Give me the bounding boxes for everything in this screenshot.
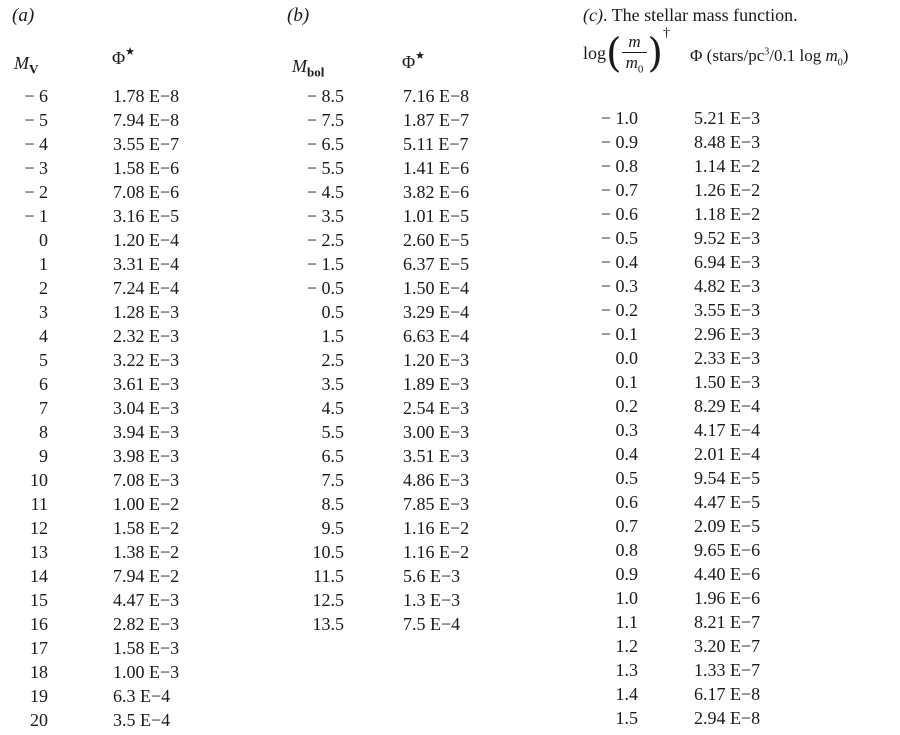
row-phi-value: 2.33 E−3 — [694, 348, 761, 368]
row-phi-value: 1.41 E−6 — [403, 158, 470, 178]
table-row — [0, 394, 895, 418]
row-phi-value: 2.09 E−5 — [694, 516, 761, 536]
row-phi-value: 4.47 E−5 — [694, 492, 761, 512]
table-row — [0, 610, 895, 634]
row-magnitude: 6.5 — [321, 446, 344, 466]
fraction-denominator — [622, 53, 648, 75]
row-magnitude: 6 — [39, 374, 48, 394]
row-magnitude: 12 — [30, 518, 48, 538]
panel-c-title — [583, 6, 798, 24]
panel-b-mag-header — [292, 57, 324, 79]
row-phi-value: 1.58 E−6 — [113, 158, 180, 178]
row-phi-value: 6.3 E−4 — [113, 686, 171, 706]
row-phi-value: 7.94 E−8 — [113, 110, 180, 130]
row-magnitude: 2.5 — [321, 350, 344, 370]
row-magnitude: 4 — [39, 326, 48, 346]
panel-a-label: (a) — [12, 5, 35, 26]
phi-units-close: ) — [842, 46, 849, 65]
table-row — [0, 706, 895, 730]
row-phi-value: 3.55 E−7 — [113, 134, 180, 154]
row-magnitude: − 8.5 — [306, 86, 344, 106]
row-magnitude: 11.5 — [313, 566, 344, 586]
row-magnitude: − 2.5 — [306, 230, 344, 250]
row-phi-value: 9.54 E−5 — [694, 468, 761, 488]
row-magnitude: 1.4 — [615, 684, 638, 704]
panel-c-log-header — [583, 25, 671, 77]
row-magnitude: 13.5 — [312, 614, 344, 634]
row-phi-value: 8.48 E−3 — [694, 132, 761, 152]
row-magnitude: 4.5 — [321, 398, 344, 418]
row-magnitude: 1.0 — [615, 588, 638, 608]
row-magnitude: − 0.5 — [306, 278, 344, 298]
row-magnitude: − 2 — [24, 182, 48, 202]
row-phi-value: 4.82 E−3 — [694, 276, 761, 296]
row-magnitude: 0.2 — [615, 396, 638, 416]
row-magnitude: − 7.5 — [306, 110, 344, 130]
row-phi-value: 1.89 E−3 — [403, 374, 470, 394]
row-phi-value: 3.00 E−3 — [403, 422, 470, 442]
row-phi-value: 3.61 E−3 — [113, 374, 180, 394]
row-magnitude: 0.8 — [615, 540, 638, 560]
row-phi-value: 1.87 E−7 — [403, 110, 470, 130]
table-row — [0, 178, 895, 202]
row-phi-value: 1.20 E−3 — [403, 350, 470, 370]
row-phi-value: 3.98 E−3 — [113, 446, 180, 466]
row-phi-value: 6.94 E−3 — [694, 252, 761, 272]
row-phi-value: 6.37 E−5 — [403, 254, 470, 274]
row-magnitude: 17 — [30, 638, 48, 658]
table-row — [0, 250, 895, 274]
row-magnitude: 8 — [39, 422, 48, 442]
table-row — [0, 226, 895, 250]
row-phi-value: 8.21 E−7 — [694, 612, 761, 632]
row-magnitude: 10.5 — [312, 542, 344, 562]
table-row — [0, 586, 895, 610]
row-phi-value: 7.24 E−4 — [113, 278, 180, 298]
phi-units-m: m — [825, 46, 838, 65]
row-phi-value: 3.94 E−3 — [113, 422, 180, 442]
row-magnitude: 1.1 — [615, 612, 638, 632]
row-phi-value: 1.00 E−3 — [113, 662, 180, 682]
panel-b-label: (b) — [287, 5, 310, 26]
row-magnitude: − 6.5 — [306, 134, 344, 154]
row-magnitude: − 0.2 — [600, 300, 638, 320]
row-magnitude: − 0.3 — [600, 276, 638, 296]
row-magnitude: 1.5 — [615, 708, 638, 728]
table-row — [0, 682, 895, 706]
row-phi-value: 6.17 E−8 — [694, 684, 761, 704]
row-magnitude: 16 — [30, 614, 48, 634]
row-phi-value: 3.16 E−5 — [113, 206, 180, 226]
row-magnitude: 0.9 — [615, 564, 638, 584]
row-phi-value: 1.38 E−2 — [113, 542, 180, 562]
dagger-mark: † — [663, 25, 671, 41]
row-phi-value: 2.60 E−5 — [403, 230, 470, 250]
row-magnitude: − 4.5 — [306, 182, 344, 202]
table-row — [0, 562, 895, 586]
row-magnitude: − 1.5 — [306, 254, 344, 274]
table-row — [0, 322, 895, 346]
row-magnitude: 20 — [30, 710, 48, 730]
row-phi-value: 1.58 E−3 — [113, 638, 180, 658]
row-magnitude: − 0.8 — [600, 156, 638, 176]
row-phi-value: 7.5 E−4 — [403, 614, 461, 634]
phi-units-msub: 0 — [837, 57, 843, 69]
mag-symbol: M — [292, 56, 307, 76]
row-phi-value: 6.63 E−4 — [403, 326, 470, 346]
row-magnitude: 12.5 — [312, 590, 344, 610]
row-phi-value: 8.29 E−4 — [694, 396, 761, 416]
row-phi-value: 7.85 E−3 — [403, 494, 470, 514]
row-phi-value: 3.55 E−3 — [694, 300, 761, 320]
row-phi-value: 2.82 E−3 — [113, 614, 180, 634]
phi-symbol: Φ — [112, 48, 126, 68]
table-row — [0, 202, 895, 226]
row-phi-value: 7.08 E−6 — [113, 182, 180, 202]
row-magnitude: − 3 — [24, 158, 48, 178]
mag-subscript: bol — [307, 64, 325, 80]
table-row — [0, 490, 895, 514]
row-magnitude: − 0.4 — [600, 252, 638, 272]
row-magnitude: 18 — [30, 662, 48, 682]
mag-symbol: M — [14, 53, 29, 73]
phi-units-rest: /0.1 log — [769, 46, 826, 65]
row-phi-value: 1.50 E−3 — [694, 372, 761, 392]
row-magnitude: 9 — [39, 446, 48, 466]
row-magnitude: 3.5 — [321, 374, 344, 394]
row-phi-value: 1.96 E−6 — [694, 588, 761, 608]
row-phi-value: 4.86 E−3 — [403, 470, 470, 490]
row-phi-value: 3.51 E−3 — [403, 446, 470, 466]
panel-c-label: (c) — [583, 5, 603, 25]
table-row — [0, 274, 895, 298]
left-paren: ( — [606, 30, 622, 77]
row-magnitude: 13 — [30, 542, 48, 562]
row-magnitude: 0.4 — [615, 444, 638, 464]
panel-a-phi-header — [112, 46, 136, 68]
row-phi-value: 3.5 E−4 — [113, 710, 171, 730]
table-row — [0, 106, 895, 130]
row-magnitude: 5.5 — [321, 422, 344, 442]
row-magnitude: − 4 — [24, 134, 48, 154]
row-phi-value: 1.28 E−3 — [113, 302, 180, 322]
row-magnitude: 0.5 — [321, 302, 344, 322]
table-row — [0, 130, 895, 154]
row-magnitude: 15 — [30, 590, 48, 610]
row-phi-value: 7.94 E−2 — [113, 566, 180, 586]
table-row — [0, 370, 895, 394]
row-phi-value: 7.16 E−8 — [403, 86, 470, 106]
panel-a-mag-header — [14, 54, 38, 76]
row-magnitude: 0.3 — [615, 420, 638, 440]
row-phi-value: 9.52 E−3 — [694, 228, 761, 248]
row-magnitude: − 3.5 — [306, 206, 344, 226]
row-phi-value: 4.47 E−3 — [113, 590, 180, 610]
row-magnitude: 14 — [30, 566, 48, 586]
table-row — [0, 154, 895, 178]
row-phi-value: 3.04 E−3 — [113, 398, 180, 418]
row-phi-value: 1.20 E−4 — [113, 230, 180, 250]
row-phi-value: 3.20 E−7 — [694, 636, 761, 656]
row-phi-value: 3.22 E−3 — [113, 350, 180, 370]
fraction-numerator: m — [622, 32, 648, 53]
row-phi-value: 1.33 E−7 — [694, 660, 761, 680]
row-magnitude: − 0.1 — [600, 324, 638, 344]
table-row — [0, 418, 895, 442]
row-magnitude: 5 — [39, 350, 48, 370]
row-phi-value: 1.16 E−2 — [403, 518, 470, 538]
table-row — [0, 466, 895, 490]
row-magnitude: − 6 — [24, 86, 48, 106]
row-magnitude: − 1.0 — [600, 108, 638, 128]
row-phi-value: 3.82 E−6 — [403, 182, 470, 202]
row-magnitude: − 5 — [24, 110, 48, 130]
table-row — [0, 634, 895, 658]
table-row — [0, 298, 895, 322]
mag-subscript: V — [29, 61, 39, 77]
panel-c-phi-header — [690, 47, 848, 68]
row-magnitude: 7.5 — [321, 470, 344, 490]
row-magnitude: 0.0 — [615, 348, 638, 368]
row-magnitude: 19 — [30, 686, 48, 706]
row-phi-value: 2.32 E−3 — [113, 326, 180, 346]
row-phi-value: 4.17 E−4 — [694, 420, 761, 440]
table-row — [0, 514, 895, 538]
row-magnitude: 0 — [39, 230, 48, 250]
row-magnitude: 7 — [39, 398, 48, 418]
row-phi-value: 5.11 E−7 — [403, 134, 469, 154]
row-phi-value: 5.21 E−3 — [694, 108, 761, 128]
row-phi-value: 2.01 E−4 — [694, 444, 761, 464]
row-phi-value: 1.58 E−2 — [113, 518, 180, 538]
row-magnitude: − 1 — [24, 206, 48, 226]
row-magnitude: 2 — [39, 278, 48, 298]
row-magnitude: 9.5 — [321, 518, 344, 538]
panel-c-table — [0, 106, 895, 730]
row-magnitude: 0.1 — [615, 372, 638, 392]
row-magnitude: 0.5 — [615, 468, 638, 488]
row-phi-value: 1.14 E−2 — [694, 156, 761, 176]
row-phi-value: 1.26 E−2 — [694, 180, 761, 200]
row-phi-value: 2.54 E−3 — [403, 398, 470, 418]
row-phi-value: 1.16 E−2 — [403, 542, 470, 562]
row-phi-value: 3.31 E−4 — [113, 254, 180, 274]
right-paren: ) — [647, 30, 664, 77]
table-row — [0, 658, 895, 682]
row-phi-value: 1.78 E−8 — [113, 86, 180, 106]
log-label: log — [583, 43, 607, 64]
row-phi-value: 7.08 E−3 — [113, 470, 180, 490]
phi-star-superscript: ★ — [415, 50, 426, 62]
row-phi-value: 2.96 E−3 — [694, 324, 761, 344]
row-magnitude: 1.5 — [321, 326, 344, 346]
row-magnitude: 11 — [30, 494, 48, 514]
row-phi-value: 1.50 E−4 — [403, 278, 470, 298]
denominator-subscript: 0 — [637, 63, 644, 76]
row-magnitude: 3 — [39, 302, 48, 322]
cube-superscript: 3 — [764, 46, 770, 58]
row-phi-value: 1.00 E−2 — [113, 494, 180, 514]
table-row — [0, 442, 895, 466]
phi-star-superscript: ★ — [125, 46, 136, 58]
row-magnitude: − 0.9 — [600, 132, 638, 152]
table-row — [0, 84, 580, 108]
row-phi-value: 5.6 E−3 — [403, 566, 461, 586]
row-magnitude: 10 — [30, 470, 48, 490]
row-phi-value: 1.01 E−5 — [403, 206, 470, 226]
row-magnitude: 8.5 — [321, 494, 344, 514]
panel-c-title-text: . The stellar mass function. — [602, 5, 798, 25]
table-row — [0, 538, 895, 562]
row-magnitude: 1.2 — [615, 636, 638, 656]
row-magnitude: − 0.6 — [600, 204, 638, 224]
row-phi-value: 1.3 E−3 — [403, 590, 461, 610]
row-magnitude: − 0.5 — [600, 228, 638, 248]
row-magnitude: 0.6 — [615, 492, 638, 512]
panel-b-phi-header — [402, 50, 426, 72]
row-magnitude: 0.7 — [615, 516, 638, 536]
mass-ratio-fraction — [622, 32, 648, 75]
row-magnitude: − 5.5 — [306, 158, 344, 178]
row-magnitude: 1.3 — [615, 660, 638, 680]
row-phi-value: 9.65 E−6 — [694, 540, 761, 560]
row-phi-value: 2.94 E−8 — [694, 708, 761, 728]
row-phi-value: 3.29 E−4 — [403, 302, 470, 322]
row-magnitude: − 0.7 — [600, 180, 638, 200]
phi-symbol: Φ — [402, 52, 416, 72]
row-phi-value: 1.18 E−2 — [694, 204, 761, 224]
phi-units-text: Φ (stars/pc — [690, 46, 765, 65]
table-row — [0, 346, 895, 370]
denominator-m: m — [625, 53, 638, 72]
row-phi-value: 4.40 E−6 — [694, 564, 761, 584]
row-magnitude: 1 — [39, 254, 48, 274]
